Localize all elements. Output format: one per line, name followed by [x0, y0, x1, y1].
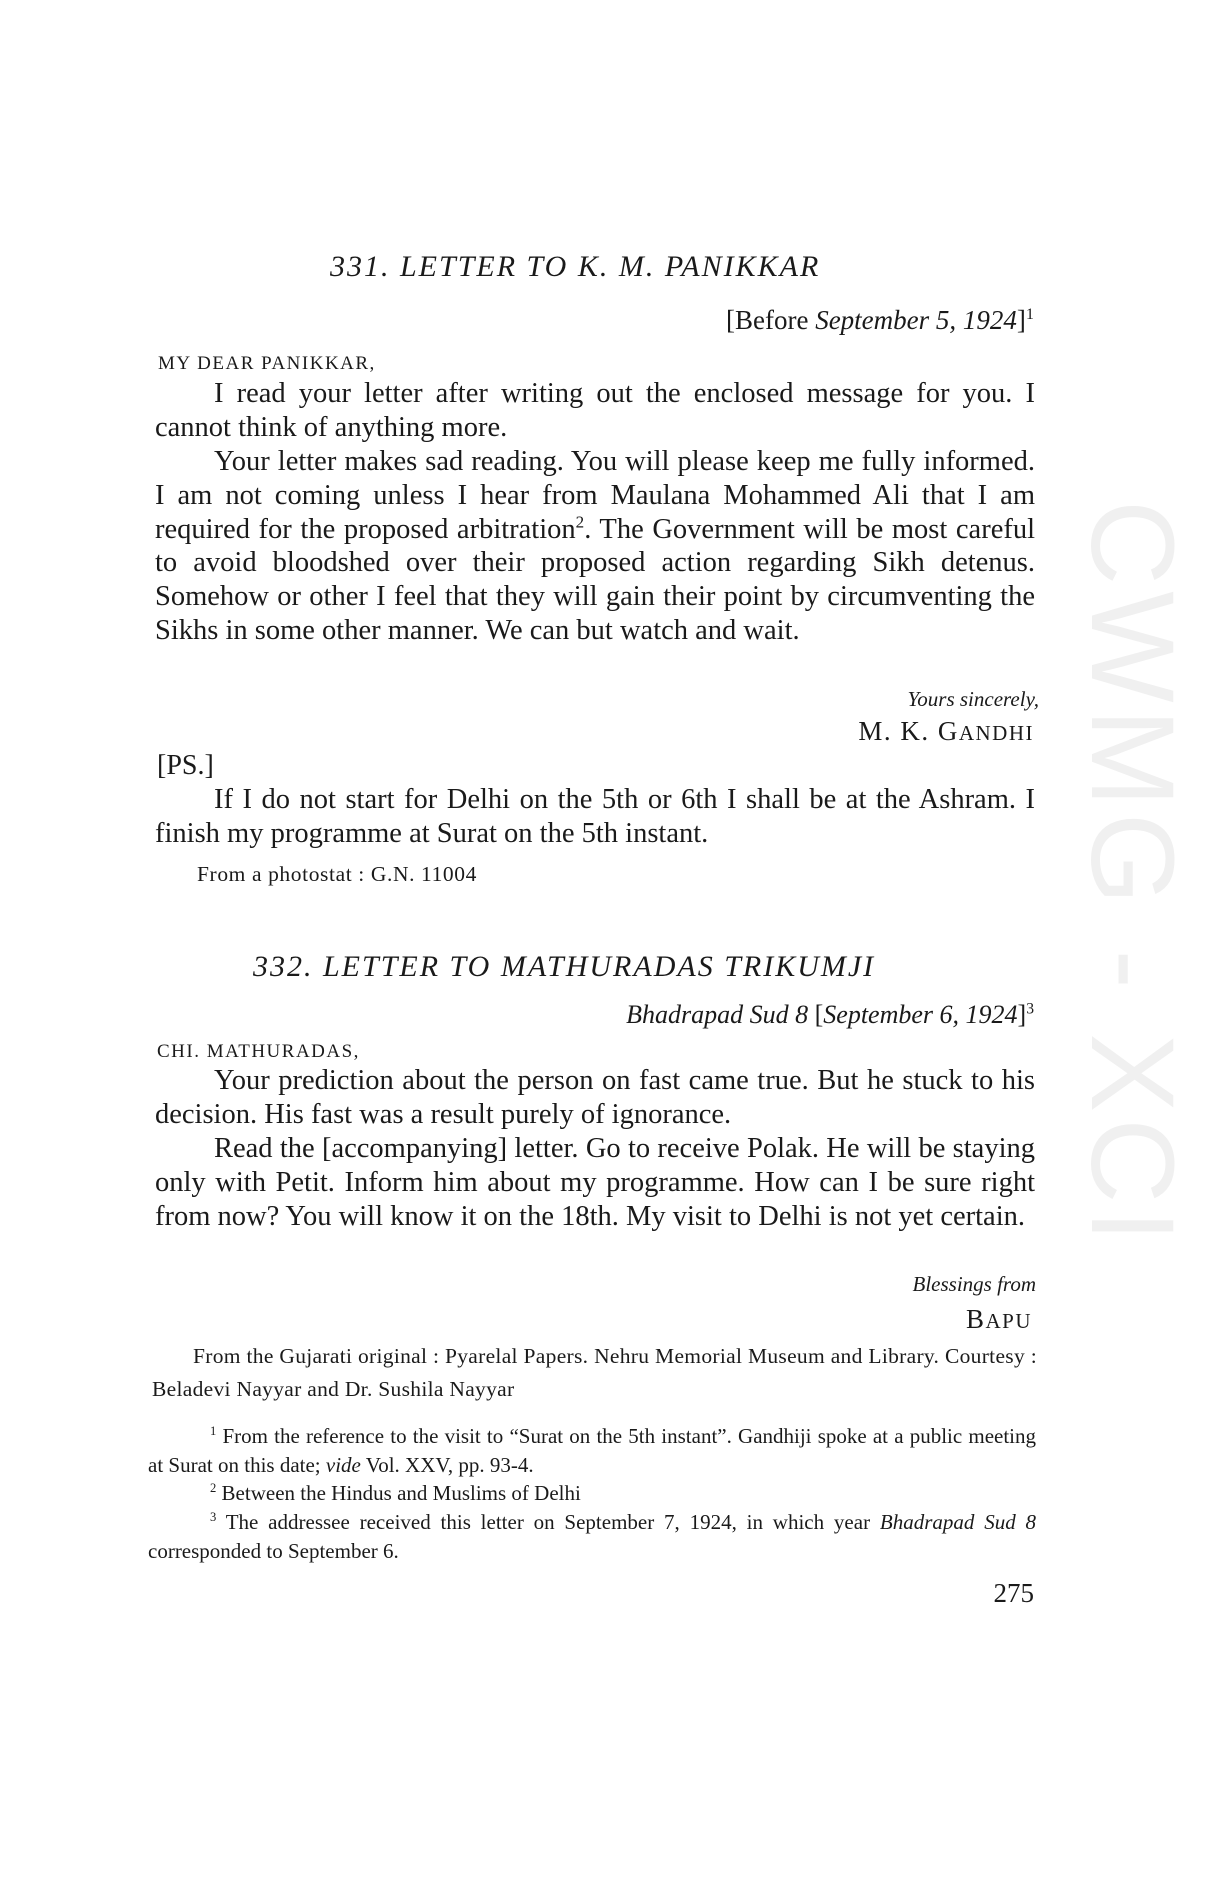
date-italic: September 5, 1924 [815, 305, 1017, 335]
letter-332-paragraph-2: Read the [accompanying] letter. Go to receive Polak. He will be staying only with Petit. Inform him about my programme. How can I be sure right from now? You will know it on the 18th. My visit to Delhi is not yet certain. [155, 1133, 1035, 1232]
footnote-1-tail: Vol. XXV, pp. 93-4. [360, 1453, 534, 1477]
paragraph-2-part-b: . The Government will be most careful to avoid bloodshed over their proposed action regarding Sikh detenus. Somehow or other I feel that they will gain their point by circumventing the Sikhs in some other manner. We can but watch and wait. [155, 513, 1036, 646]
watermark [1060, 500, 1220, 1400]
letter-331-closing: Yours sincerely, [907, 687, 1039, 711]
footnote-1-vide: vide [325, 1453, 361, 1477]
footnote-3-italic: Bhadrapad Sud 8 [879, 1510, 1037, 1534]
signature-smallcaps: ANDHI [958, 721, 1034, 745]
date-bracket: [ [808, 1000, 824, 1029]
footnote-1 [148, 1422, 1036, 1480]
signature-initials: M. K. G [858, 716, 959, 746]
footnote-ref-2: 2 [575, 512, 585, 532]
footnote-2 [148, 1479, 1036, 1508]
postscript-text: If I do not start for Delhi on the 5th or 6th I shall be at the Ashram. I finish my programme at Surat on the 5th instant. [155, 784, 1035, 849]
postscript-label: [PS.] [157, 750, 214, 781]
footnote-3 [148, 1508, 1036, 1566]
letter-332-signature [966, 1304, 1032, 1335]
signature-initial: B [965, 1304, 986, 1334]
letter-332-closing: Blessings from [912, 1272, 1036, 1296]
footnote-2-text: Between the Hindus and Muslims of Delhi [216, 1481, 581, 1505]
letter-332-date [626, 1000, 1034, 1030]
signature-smallcaps: APU [985, 1309, 1032, 1333]
letter-332-title: 332. LETTER TO MATHURADAS TRIKUMJI [253, 950, 876, 983]
letter-332-paragraph-1: Your prediction about the person on fast came true. But he stuck to his decision. His fast was a result purely of ignorance. [155, 1065, 1035, 1130]
letter-331-paragraph-1: I read your letter after writing out the enclosed message for you. I cannot think of anything more. [155, 378, 1035, 443]
letter-332-source: From the Gujarati original : Pyarelal Papers. Nehru Memorial Museum and Library. Courtesy : Beladevi Nayyar and Dr. Sushila Nayyar [152, 1344, 1037, 1401]
letter-331-paragraph-2 [155, 445, 1035, 648]
paragraph-2-part-a: Your letter makes sad reading. You will please keep me fully informed. I am not coming unless I hear from Maulana Mohammed Ali that I am required for the proposed arbitration [155, 446, 1035, 545]
footnote-2-number: 2 [210, 1481, 217, 1495]
letter-332-salutation: CHI. MATHURADAS, [157, 1041, 360, 1062]
letter-331-title: 331. LETTER TO K. M. PANIKKAR [330, 250, 821, 283]
watermark-text: CWMG - XCI [1066, 500, 1198, 1249]
letter-331-date [726, 305, 1034, 336]
date-hindu-calendar: Bhadrapad Sud 8 [626, 1000, 809, 1029]
footnote-3-tail: corresponded to September 6. [148, 1539, 399, 1563]
date-suffix: ] [1016, 305, 1026, 335]
footnote-ref-1: 1 [1025, 305, 1034, 323]
letter-331-salutation: MY DEAR PANIKKAR, [158, 353, 376, 374]
footnote-3-number: 3 [210, 1510, 217, 1524]
page-number: 275 [993, 1578, 1034, 1608]
date-gregorian: September 6, 1924 [823, 1000, 1018, 1029]
footnote-ref-3: 3 [1026, 1000, 1034, 1018]
footnote-1-number: 1 [210, 1424, 217, 1438]
footnote-3-text: The addressee received this letter on September 7, 1924, in which year [216, 1510, 880, 1534]
date-suffix: ] [1017, 1000, 1027, 1029]
letter-331-signature [858, 716, 1034, 747]
date-prefix: [Before [725, 305, 816, 335]
footnote-1-text: From the reference to the visit to “Surat on the 5th instant”. Gandhiji spoke at a public meeting at Surat on this date; [148, 1424, 1036, 1477]
letter-331-source: From a photostat : G.N. 11004 [197, 862, 477, 886]
